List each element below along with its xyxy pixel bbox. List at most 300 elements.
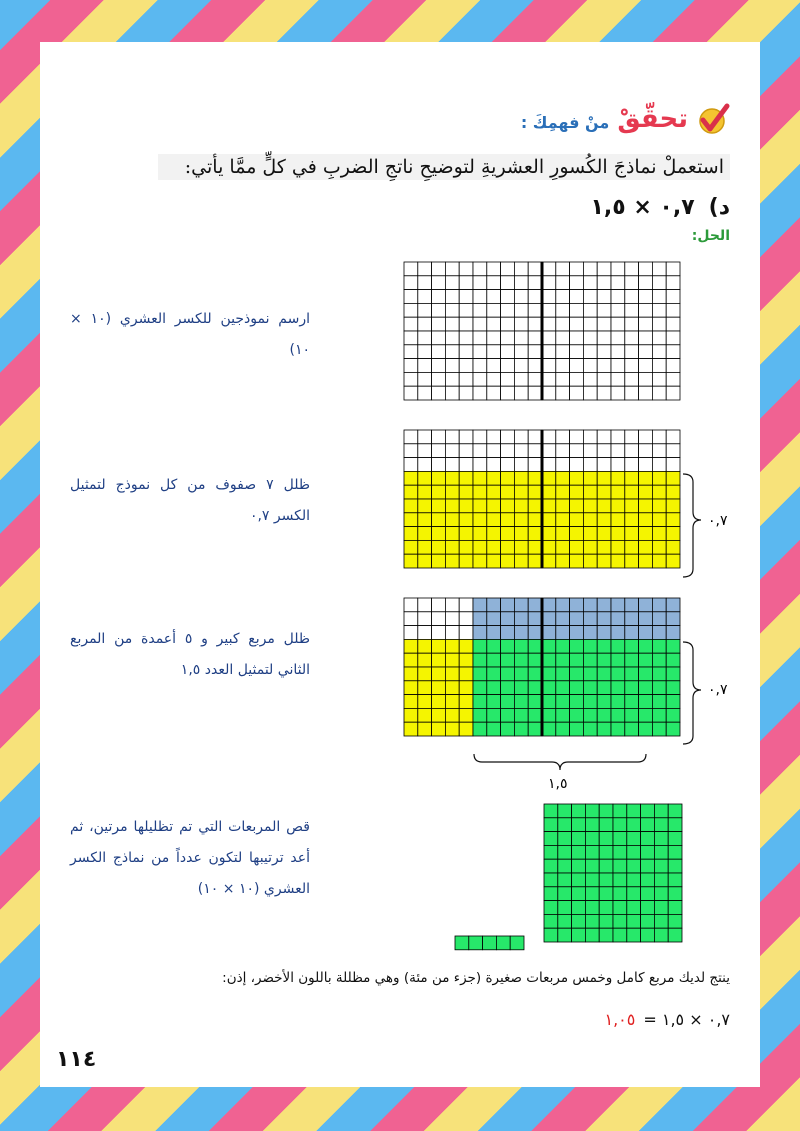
grid-cell [639,386,653,400]
grid-cell [418,386,432,400]
grid-cell [432,612,446,626]
grid-cell [652,345,666,359]
grid-cell [445,612,459,626]
grid-cell [542,290,556,304]
grid-cell [652,290,666,304]
grid-cell [542,527,556,541]
grid-cell [501,639,515,653]
brace-right-1 [683,474,701,577]
grid-cell [528,290,542,304]
grid-cell [597,471,611,485]
grid-cell [487,458,501,472]
grid-cell [585,859,599,873]
grid-cell [528,513,542,527]
grid-cell [404,513,418,527]
grid-cell [583,722,597,736]
grid-cell [668,873,682,887]
grid-cell [473,331,487,345]
grid-cell [666,471,680,485]
grid-cell [528,485,542,499]
grid-cell [432,639,446,653]
grid-cell [641,832,655,846]
grid-cell [473,639,487,653]
grid-cell [514,554,528,568]
grid-cell [625,430,639,444]
grid-cell [558,887,572,901]
grid-cell [611,540,625,554]
grid-cell [625,653,639,667]
model-2-seven-rows-shaded [404,430,680,568]
grid-cell [625,681,639,695]
grid-cell [459,331,473,345]
grid-cell [639,667,653,681]
grid-cell [570,639,584,653]
grid-cell [668,914,682,928]
grid-cell [597,303,611,317]
grid-cell [597,290,611,304]
grid-cell [611,290,625,304]
grid-cell [625,612,639,626]
grid-cell [666,499,680,513]
grid-cell [654,818,668,832]
grid-cell [542,639,556,653]
grid-cell [639,722,653,736]
grid-cell [487,695,501,709]
grid-cell [459,722,473,736]
grid-cell [556,471,570,485]
grid-cell [611,331,625,345]
grid-cell [639,598,653,612]
grid-cell [459,695,473,709]
grid-cell [570,708,584,722]
grid-cell [572,887,586,901]
grid-cell [652,667,666,681]
grid-cell [501,303,515,317]
grid-cell [668,928,682,942]
grid-cell [542,667,556,681]
grid-cell [556,554,570,568]
grid-cell [514,372,528,386]
grid-cell [473,540,487,554]
grid-cell [625,303,639,317]
grid-cell [570,331,584,345]
grid-cell [639,359,653,373]
grid-cell [418,598,432,612]
grid-cell [514,444,528,458]
grid-cell [639,554,653,568]
grid-cell [432,598,446,612]
grid-cell [570,499,584,513]
grid-cell [611,598,625,612]
grid-cell [501,540,515,554]
grid-cell [572,845,586,859]
grid-cell [404,430,418,444]
grid-cell [514,639,528,653]
grid-cell [556,722,570,736]
grid-cell [597,722,611,736]
grid-cell [597,430,611,444]
grid-cell [404,722,418,736]
grid-cell [641,859,655,873]
grid-cell [544,859,558,873]
grid-cell [611,695,625,709]
grid-cell [445,499,459,513]
grid-cell [432,527,446,541]
grid-cell [627,859,641,873]
grid-cell [404,444,418,458]
grid-cell [583,554,597,568]
grid-cell [627,832,641,846]
grid-cell [418,540,432,554]
grid-cell [652,303,666,317]
grid-cell [666,345,680,359]
grid-cell [625,458,639,472]
grid-cell [572,859,586,873]
grid-cell [666,667,680,681]
grid-cell [666,639,680,653]
grid-cell [445,430,459,444]
grid-cell [418,331,432,345]
grid-cell [652,695,666,709]
grid-cell [501,430,515,444]
grid-cell [459,653,473,667]
grid-cell [611,681,625,695]
grid-cell [639,471,653,485]
grid-cell [611,485,625,499]
grid-cell [459,499,473,513]
grid-cell [652,598,666,612]
grid-cell [445,331,459,345]
grid-cell [445,653,459,667]
grid-cell [528,276,542,290]
grid-cell [501,695,515,709]
grid-cell [473,612,487,626]
grid-cell [445,554,459,568]
grid-cell [572,818,586,832]
grid-cell [404,681,418,695]
grid-cell [666,359,680,373]
grid-cell [599,914,613,928]
grid-cell [544,818,558,832]
grid-cell [666,262,680,276]
grid-cell [611,458,625,472]
grid-cell [652,471,666,485]
grid-cell [445,598,459,612]
grid-cell [459,430,473,444]
grid-cell [528,612,542,626]
grid-cell [418,626,432,640]
grid-cell [652,722,666,736]
grid-cell [641,901,655,915]
grid-cell [597,262,611,276]
grid-cell [473,444,487,458]
grid-cell [501,626,515,640]
grid-cell [501,499,515,513]
grid-cell [542,626,556,640]
grid-cell [528,695,542,709]
grid-cell [459,554,473,568]
grid-cell [625,667,639,681]
grid-cell [514,359,528,373]
grid-cell [487,345,501,359]
grid-cell [510,936,524,950]
model-4-rearranged-result [455,804,682,950]
grid-cell [597,499,611,513]
grid-cell [432,708,446,722]
grid-cell [583,345,597,359]
grid-cell [404,626,418,640]
grid-cell [404,554,418,568]
grid-cell [514,276,528,290]
grid-cell [652,458,666,472]
grid-cell [556,653,570,667]
grid-cell [556,359,570,373]
grid-cell [473,695,487,709]
grid-cell [666,598,680,612]
grid-cell [514,386,528,400]
grid-cell [483,936,497,950]
grid-cell [459,681,473,695]
grid-cell [501,681,515,695]
grid-cell [473,430,487,444]
grid-cell [570,681,584,695]
grid-cell [528,471,542,485]
grid-cell [611,527,625,541]
grid-cell [641,873,655,887]
grid-cell [570,430,584,444]
grid-cell [639,317,653,331]
grid-cell [473,359,487,373]
grid-cell [487,722,501,736]
grid-cell [572,804,586,818]
grid-cell [611,639,625,653]
grid-cell [528,303,542,317]
grid-cell [599,887,613,901]
grid-cell [514,458,528,472]
grid-cell [639,262,653,276]
grid-cell [668,901,682,915]
grid-cell [501,598,515,612]
grid-cell [597,458,611,472]
grid-cell [544,873,558,887]
grid-cell [585,914,599,928]
grid-cell [611,626,625,640]
grid-cell [625,639,639,653]
grid-cell [514,499,528,513]
grid-cell [652,527,666,541]
grid-cell [487,471,501,485]
grid-cell [528,722,542,736]
grid-cell [542,471,556,485]
grid-cell [583,386,597,400]
grid-cell [558,804,572,818]
grid-cell [668,859,682,873]
grid-cell [473,386,487,400]
grid-cell [597,359,611,373]
grid-cell [625,708,639,722]
grid-cell [583,262,597,276]
grid-cell [625,485,639,499]
grid-cell [542,372,556,386]
grid-cell [613,887,627,901]
grid-cell [652,639,666,653]
grid-cell [583,458,597,472]
grid-cell [666,290,680,304]
grid-cell [514,345,528,359]
grid-cell [432,626,446,640]
grid-cell [473,722,487,736]
grid-cell [627,901,641,915]
grid-cell [473,303,487,317]
grid-cell [666,513,680,527]
grid-cell [597,695,611,709]
grid-cell [487,667,501,681]
grid-cell [668,818,682,832]
grid-cell [583,444,597,458]
grid-cell [585,928,599,942]
grid-cell [445,444,459,458]
grid-cell [473,458,487,472]
grid-cell [501,458,515,472]
grid-cell [487,626,501,640]
grid-cell [418,290,432,304]
grid-cell [487,612,501,626]
grid-cell [611,708,625,722]
grid-cell [501,317,515,331]
grid-cell [641,914,655,928]
result-expression: ٠,٧ × ١,٥ = [643,1010,730,1029]
grid-cell [625,331,639,345]
grid-cell [611,359,625,373]
result-value: ١,٠٥ [604,1010,636,1029]
grid-cell [652,485,666,499]
grid-cell [514,653,528,667]
grid-cell [473,653,487,667]
grid-cell [611,554,625,568]
grid-cell [666,612,680,626]
grid-cell [404,695,418,709]
grid-cell [544,804,558,818]
grid-cell [542,386,556,400]
grid-cell [542,331,556,345]
grid-cell [572,928,586,942]
brace-bottom [474,754,646,770]
grid-cell [654,845,668,859]
grid-cell [459,303,473,317]
grid-cell [501,612,515,626]
grid-cell [418,359,432,373]
grid-cell [418,262,432,276]
grid-cell [556,458,570,472]
grid-cell [459,386,473,400]
grid-cell [445,639,459,653]
brace-right-2 [683,642,701,744]
grid-cell [611,276,625,290]
grid-cell [558,859,572,873]
grid-cell [445,485,459,499]
grid-cell [570,598,584,612]
grid-cell [459,458,473,472]
grid-cell [558,928,572,942]
grid-cell [599,832,613,846]
brace-label-cols: ١,٥ [548,776,568,792]
grid-cell [445,359,459,373]
grid-cell [445,276,459,290]
grid-cell [487,653,501,667]
grid-cell [639,458,653,472]
grid-cell [597,331,611,345]
grid-cell [528,653,542,667]
grid-cell [572,914,586,928]
grid-cell [613,845,627,859]
grid-cell [528,430,542,444]
grid-cell [514,290,528,304]
grid-cell [501,345,515,359]
grid-cell [597,276,611,290]
grid-cell [597,598,611,612]
grid-cell [625,722,639,736]
grid-cell [542,303,556,317]
grid-cell [558,818,572,832]
grid-cell [404,386,418,400]
grid-cell [583,372,597,386]
grid-cell [625,444,639,458]
grid-cell [418,708,432,722]
grid-cell [432,372,446,386]
grid-cell [418,554,432,568]
result-equation [604,1010,730,1029]
grid-cell [432,386,446,400]
grid-cell [459,639,473,653]
grid-cell [404,639,418,653]
grid-cell [501,262,515,276]
grid-cell [570,444,584,458]
grid-cell [528,262,542,276]
grid-cell [544,928,558,942]
model-3-product-shaded [404,598,680,736]
grid-cell [473,317,487,331]
grid-cell [418,430,432,444]
grid-cell [528,626,542,640]
grid-cell [556,499,570,513]
grid-cell [556,276,570,290]
grid-cell [445,303,459,317]
grid-cell [572,901,586,915]
grid-cell [625,695,639,709]
grid-cell [570,345,584,359]
grid-cell [627,818,641,832]
grid-cell [459,513,473,527]
grid-cell [473,513,487,527]
grid-cell [570,485,584,499]
grid-cell [611,612,625,626]
grid-cell [611,499,625,513]
grid-cell [611,372,625,386]
grid-cell [583,513,597,527]
grid-cell [666,331,680,345]
grid-cell [418,612,432,626]
grid-cell [487,540,501,554]
grid-cell [641,845,655,859]
grid-cell [556,303,570,317]
grid-cell [597,540,611,554]
grid-cell [473,372,487,386]
grid-cell [611,386,625,400]
grid-cell [597,485,611,499]
grid-cell [613,832,627,846]
grid-cell [570,262,584,276]
grid-cell [597,444,611,458]
